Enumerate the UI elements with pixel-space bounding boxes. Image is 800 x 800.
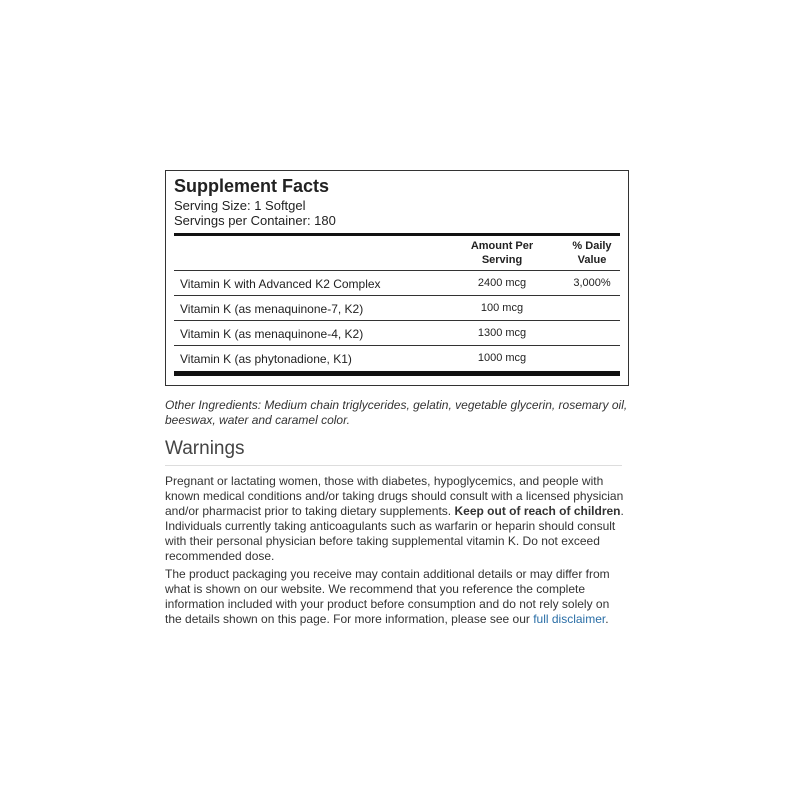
warnings-text-end: . Individuals currently taking anticoagulants such as warfarin or heparin should consult with their personal physician before taking supplemental vitamin K. Do not exceed recommended dose. <box>165 504 624 563</box>
other-ingredients-text: Other Ingredients: Medium chain triglycerides, gelatin, vegetable glycerin, rosemary oil, beeswax, water and caramel color. <box>165 398 628 427</box>
warnings-divider <box>165 465 622 466</box>
keep-out-of-reach-warning: Keep out of reach of children <box>454 504 621 518</box>
row-divider <box>174 295 620 296</box>
row-name: Vitamin K (as menaquinone-4, K2) <box>180 327 364 341</box>
facts-top-thick-rule <box>174 233 620 236</box>
column-header-amount <box>456 239 548 267</box>
column-header-daily-value <box>558 239 626 267</box>
row-daily-value: 3,000% <box>573 277 611 289</box>
servings-per-container: Servings per Container: 180 <box>174 213 336 228</box>
full-disclaimer-link[interactable]: full disclaimer <box>533 612 606 626</box>
warnings-text-start: Pregnant or lactating women, those with diabetes, hypoglycemics, and people with known medical conditions and/or taking drugs should consult with a licensed physician and/or pharmacist prior to taking dietary supplements. <box>165 474 624 518</box>
disclaimer-period: . <box>605 612 609 626</box>
column-header-amount-line1: Amount Per <box>470 240 534 252</box>
column-header-daily-line1: % Daily <box>572 240 612 252</box>
warnings-paragraph <box>165 474 627 564</box>
supplement-facts-panel <box>165 170 629 386</box>
row-divider <box>174 320 620 321</box>
row-amount: 2400 mcg <box>477 277 527 289</box>
row-amount: 1300 mcg <box>477 327 527 339</box>
packaging-disclaimer-paragraph <box>165 567 627 627</box>
row-divider <box>174 270 620 271</box>
serving-size: Serving Size: 1 Softgel <box>174 198 306 213</box>
row-divider <box>174 345 620 346</box>
row-name: Vitamin K (as phytonadione, K1) <box>180 352 352 366</box>
warnings-heading: Warnings <box>165 438 245 459</box>
row-name: Vitamin K (as menaquinone-7, K2) <box>180 302 364 316</box>
row-amount: 1000 mcg <box>477 352 527 364</box>
column-header-daily-line2: Value <box>577 254 607 266</box>
row-name: Vitamin K with Advanced K2 Complex <box>180 277 381 291</box>
facts-title: Supplement Facts <box>174 176 330 196</box>
facts-bottom-thick-rule <box>174 371 620 376</box>
row-amount: 100 mcg <box>480 302 524 314</box>
column-header-amount-line2: Serving <box>481 254 523 266</box>
disclaimer-text: The product packaging you receive may contain additional details or may differ from what is shown on our website. We recommend that you reference the complete information included with your product before consumption and do not rely solely on the details shown on this page. For more information, please see our <box>165 567 610 626</box>
